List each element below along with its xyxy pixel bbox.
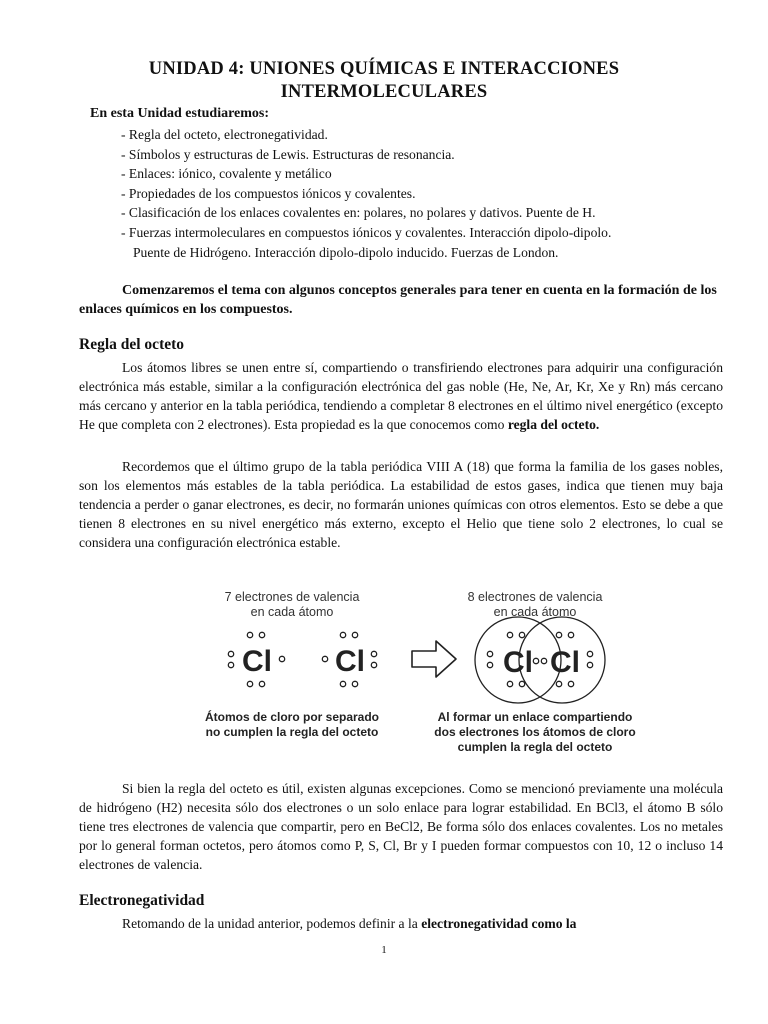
page-number: 1 xyxy=(381,944,387,956)
lewis-chlorine-figure xyxy=(200,583,680,763)
section-heading-electronegatividad: Electronegatividad xyxy=(79,892,205,909)
term-regla-del-octeto: regla del octeto. xyxy=(507,417,600,432)
chlorine-atom-middle xyxy=(322,632,376,686)
paragraph-electronegatividad xyxy=(79,914,723,933)
list-item: - Regla del octeto, electronegatividad. xyxy=(121,127,328,142)
intro-heading: En esta Unidad estudiaremos: xyxy=(90,106,270,121)
atom-symbol: Cl xyxy=(503,646,533,679)
section-heading-octeto: Regla del octeto xyxy=(79,336,185,353)
unit-title-line-1: UNIDAD 4: UNIONES QUÍMICAS E INTERACCIONES xyxy=(148,59,620,79)
term-electronegatividad: electronegatividad como la xyxy=(421,916,577,931)
left-label-line-2: en cada átomo xyxy=(250,605,334,619)
paragraph-text: Retomando de la unidad anterior, podemos definir a la xyxy=(122,916,422,931)
atom-symbol: Cl xyxy=(335,645,365,678)
unit-title-line-2: INTERMOLECULARES xyxy=(280,82,488,102)
lead-paragraph: Comenzaremos el tema con algunos conceptos generales para tener en cuenta en la formación de los enlaces químicos en los compuestos. xyxy=(79,283,717,317)
topics-list xyxy=(121,125,721,262)
atom-symbol: Cl xyxy=(242,645,272,678)
paragraph-octeto-1 xyxy=(79,358,723,434)
list-item: - Clasificación de los enlaces covalentes en: polares, no polares y dativos. Puente de H. xyxy=(121,205,596,221)
left-caption-line-1: Átomos de cloro por separado xyxy=(204,710,380,724)
left-label-line-1: 7 electrones de valencia xyxy=(224,590,360,604)
paragraph-octeto-3: Si bien la regla del octeto es útil, existen algunas excepciones. Como se mencionó previamente una molécula de hidrógeno (H2) necesita sólo dos electrones o un solo enlace para lograr estabilidad. En BCl3, el átomo B sólo tiene tres electrones de valencia que compartir, pero en BeCl2, Be forma sólo dos enlaces covalentes. Los no metales por lo general forman octetos, pero átomos como P, S, Cl, Br y I pueden formar compuestos con 10, 12 o incluso 14 electrones de valencia. xyxy=(79,781,723,872)
list-item: Puente de Hidrógeno. Interacción dipolo-dipolo inducido. Fuerzas de London. xyxy=(133,244,559,260)
list-item: - Fuerzas intermoleculares en compuestos iónicos y covalentes. Interacción dipolo-dipolo. xyxy=(121,224,612,240)
list-item: - Símbolos y estructuras de Lewis. Estructuras de resonancia. xyxy=(121,146,455,162)
paragraph-octeto-2: Recordemos que el último grupo de la tabla periódica VIII A (18) que forma la familia de los gases nobles, son los elementos más estables de la tabla periódica. La estabilidad de estos gases, indica que tienen muy baja tendencia a perder o ganar electrones, es decir, no formarán uniones químicas con otros elementos. Esto se debe a que tienen 8 electrones en su nivel energético más externo, excepto el Helio que tiene solo 2 electrones, lo cual se considera una configuración electrónica estable. xyxy=(79,459,723,550)
right-caption-line-1: Al formar un enlace compartiendo xyxy=(437,710,633,724)
right-label-line-2: en cada átomo xyxy=(493,605,577,619)
right-label-line-1: 8 electrones de valencia xyxy=(467,590,603,604)
chlorine-atom-left xyxy=(228,632,284,686)
atom-symbol: Cl xyxy=(550,646,580,679)
right-caption-line-3: cumplen la regla del octeto xyxy=(457,740,613,754)
reaction-arrow-icon xyxy=(412,641,456,677)
chlorine-molecule xyxy=(475,617,605,703)
left-caption-line-2: no cumplen la regla del octeto xyxy=(205,725,379,739)
right-caption-line-2: dos electrones los átomos de cloro xyxy=(434,725,636,739)
list-item: - Enlaces: iónico, covalente y metálico xyxy=(121,166,332,182)
list-item: - Propiedades de los compuestos iónicos y covalentes. xyxy=(121,185,416,201)
paragraph-text: Los átomos libres se unen entre sí, compartiendo o transfiriendo electrones para adquirir una configuración electrónica más estable, similar a la configuración electrónica del gas noble (He, Ne, Ar, Kr, Xe y Rn) más cercano más cercano y anterior en la tabla periódica, tendiendo a completar 8 electrones en el último nivel energético (excepto He que completa con 2 electrones). Esta propiedad es la que conocemos como xyxy=(79,360,723,432)
